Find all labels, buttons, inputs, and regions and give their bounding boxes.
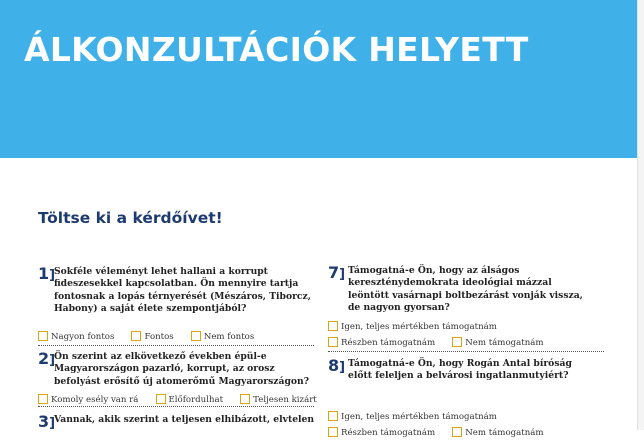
checkbox[interactable]: [131, 331, 141, 341]
option[interactable]: Igen, teljes mértékben támogatnám: [328, 411, 497, 422]
page-title: ÁLKONZULTÁCIÓK HELYETT: [24, 30, 529, 69]
checkbox[interactable]: [452, 427, 462, 437]
question-text: Támogatná-e Ön, hogy az álságos kereszténydemokrata ideológiai mázzal leöntött vasárnapi boltbezárást vonják vissza, de nagyon gyorsan?: [348, 265, 583, 313]
separator: [328, 351, 604, 352]
page-edge: [637, 0, 644, 430]
checkbox[interactable]: [328, 427, 338, 437]
form-subtitle: Töltse ki a kérdőívet!: [38, 209, 223, 227]
option[interactable]: Teljesen kizárt: [240, 394, 317, 405]
question-text: Vannak, akik szerint a teljesen elhibázott, elvtelen: [54, 414, 315, 425]
question-text: Támogatná-e Ön, hogy Rogán Antal bíróság előtt feleljen a belvárosi ingatlanmutyiért?: [348, 358, 572, 382]
option[interactable]: Nem támogatnám: [452, 427, 543, 438]
checkbox[interactable]: [328, 411, 338, 421]
separator: [38, 406, 314, 407]
option[interactable]: Nem fontos: [191, 331, 254, 342]
checkbox[interactable]: [156, 394, 166, 404]
option[interactable]: Előfordulhat: [156, 394, 224, 405]
separator: [38, 345, 314, 346]
answer-options: [38, 326, 266, 345]
question-number: 7]: [328, 263, 346, 282]
question-number: 2]: [38, 349, 56, 368]
option[interactable]: Komoly esély van rá: [38, 394, 138, 405]
checkbox[interactable]: [452, 337, 462, 347]
option[interactable]: Részben támogatnám: [328, 337, 435, 348]
option[interactable]: Igen, teljes mértékben támogatnám: [328, 321, 497, 332]
checkbox[interactable]: [38, 394, 48, 404]
question-text: Sokféle véleményt lehet hallani a korrupt fideszesekkel kapcsolatban. Ön mennyire tartja fontosnak a lopás térnyerését (Mészáros, Tiborcz, Habony) a saját élete szempontjából?: [54, 266, 311, 314]
option[interactable]: Fontos: [131, 331, 173, 342]
answer-options: [328, 332, 556, 351]
option[interactable]: Nagyon fontos: [38, 331, 114, 342]
question-number: 3]: [38, 412, 56, 431]
question-number: 1]: [38, 264, 56, 283]
answer-options: [328, 422, 556, 441]
checkbox[interactable]: [38, 331, 48, 341]
option[interactable]: Nem támogatnám: [452, 337, 543, 348]
question-number: 8]: [328, 356, 346, 375]
option[interactable]: Részben támogatnám: [328, 427, 435, 438]
header-banner: [0, 0, 637, 158]
question-text: Ön szerint az elkövetkező években épül-e Magyarországon pazarló, korrupt, az orosz befolyást erősítő új atomerőmű Magyarországon?: [54, 351, 310, 387]
checkbox[interactable]: [191, 331, 201, 341]
checkbox[interactable]: [328, 337, 338, 347]
checkbox[interactable]: [240, 394, 250, 404]
checkbox[interactable]: [328, 321, 338, 331]
